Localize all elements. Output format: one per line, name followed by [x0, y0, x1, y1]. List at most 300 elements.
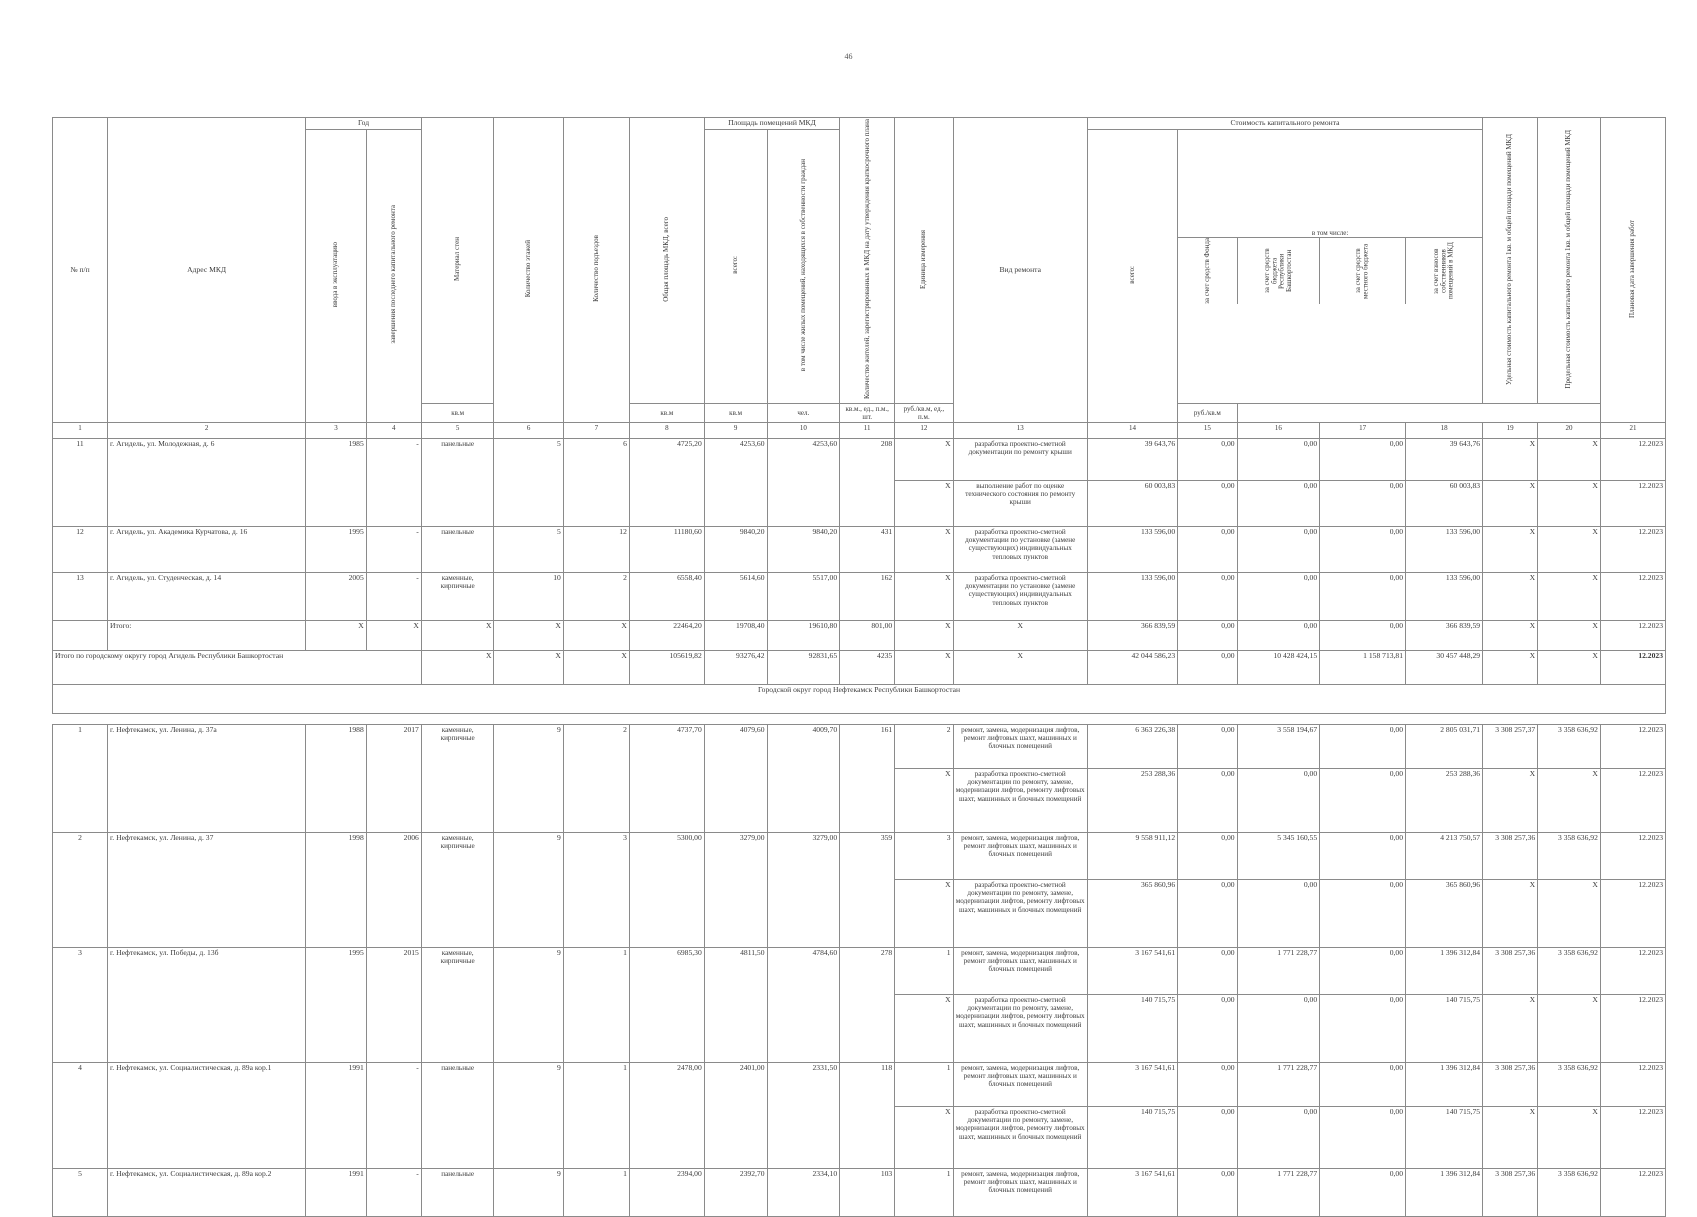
col-local-header: за счет средств местного бюджета: [1320, 238, 1406, 304]
table-cell: 1 771 228,77: [1237, 1168, 1320, 1216]
unit-cell: чел.: [767, 403, 840, 422]
table-row: [53, 1062, 1666, 1106]
table-cell: панельные: [421, 526, 494, 572]
table-cell: 1998: [306, 832, 367, 947]
total-cell: 12.2023: [1600, 620, 1665, 650]
table-cell: 3: [895, 832, 953, 879]
total-cell: X: [563, 620, 629, 650]
table-cell: X: [1538, 438, 1601, 480]
table-cell: каменные, кирпичные: [421, 724, 494, 832]
table-cell: X: [1538, 994, 1601, 1062]
table-cell: 0,00: [1178, 526, 1237, 572]
table-cell: X: [1483, 879, 1538, 947]
col-republic-header: за счет средств бюджета Республики Башкортостан: [1238, 238, 1320, 304]
total-cell: 1 158 713,81: [1320, 650, 1406, 684]
table-cell: панельные: [421, 438, 494, 526]
table-cell: 1995: [306, 526, 367, 572]
table-cell: 3 358 636,92: [1538, 947, 1601, 994]
table-cell: 1 771 228,77: [1237, 1062, 1320, 1106]
table-cell: г. Агидель, ул. Молодежная, д. 6: [108, 438, 306, 526]
total-cell: 366 839,59: [1406, 620, 1483, 650]
table-cell: 2 805 031,71: [1406, 724, 1483, 768]
table-cell: 0,00: [1320, 438, 1406, 480]
total-cell: 0,00: [1178, 650, 1237, 684]
table-cell: 208: [840, 438, 895, 526]
table-cell: 1: [563, 947, 629, 1062]
table-cell: 1: [563, 1062, 629, 1168]
table-cell: г. Нефтекамск, ул. Социалистическая, д. 89а кор.1: [108, 1062, 306, 1168]
table-cell: 4 213 750,57: [1406, 832, 1483, 879]
table-cell: X: [1538, 768, 1601, 832]
col-cost-header: Стоимость капитального ремонта: [1087, 118, 1482, 130]
col-year-header: Год: [306, 118, 422, 130]
table-cell: 1991: [306, 1062, 367, 1168]
table-cell: 5: [53, 1168, 108, 1216]
table-cell: 39 643,76: [1087, 438, 1177, 480]
table-cell: 6985,30: [629, 947, 704, 1062]
total-cell: 22464,20: [629, 620, 704, 650]
table-cell: X: [1483, 526, 1538, 572]
table-cell: 3 308 257,36: [1483, 1062, 1538, 1106]
table-cell: каменные, кирпичные: [421, 947, 494, 1062]
table-cell: 4784,60: [767, 947, 840, 1062]
table-header: [53, 118, 1666, 439]
total-cell: X: [1538, 620, 1601, 650]
table-cell: 0,00: [1237, 438, 1320, 480]
table-cell: 60 003,83: [1406, 480, 1483, 526]
table-cell: 2: [895, 724, 953, 768]
table-cell: 1 396 312,84: [1406, 947, 1483, 994]
table-cell: 1: [895, 947, 953, 994]
table-cell: 0,00: [1178, 947, 1237, 994]
table-cell: 0,00: [1237, 526, 1320, 572]
district-total-label: Итого по городскому округу город Агидель Республики Башкортостан: [53, 650, 422, 684]
table-cell: 0,00: [1320, 879, 1406, 947]
table-cell: 4725,20: [629, 438, 704, 526]
table-cell: X: [895, 994, 953, 1062]
table-cell: 3 308 257,37: [1483, 724, 1538, 768]
table-cell: 1995: [306, 947, 367, 1062]
table-cell: -: [366, 526, 421, 572]
table-cell: 0,00: [1320, 1062, 1406, 1106]
table-cell: 0,00: [1320, 947, 1406, 994]
table-cell: 140 715,75: [1087, 994, 1177, 1062]
table-cell: 5 345 160,55: [1237, 832, 1320, 879]
table-cell: 431: [840, 526, 895, 572]
total-cell: X: [421, 620, 494, 650]
col-year-repair-header: завершения последнего капитального ремонта: [366, 130, 421, 423]
table-cell: X: [1483, 572, 1538, 620]
col-cost-total-header: всего:: [1087, 130, 1177, 423]
table-cell: выполнение работ по оценке технического состояния по ремонту крыши: [953, 480, 1087, 526]
table-row: [53, 832, 1666, 879]
table-cell: 12.2023: [1600, 947, 1665, 994]
table-cell: 278: [840, 947, 895, 1062]
table-cell: 12.2023: [1600, 572, 1665, 620]
table-cell: 12.2023: [1600, 724, 1665, 768]
table-cell: 0,00: [1320, 724, 1406, 768]
col-number: 2: [108, 422, 306, 438]
table-cell: 5: [494, 526, 563, 572]
table-cell: 13: [53, 572, 108, 620]
table-cell: 0,00: [1178, 572, 1237, 620]
table-cell: -: [366, 438, 421, 526]
total-cell: 30 457 448,29: [1406, 650, 1483, 684]
table-cell: 5517,00: [767, 572, 840, 620]
col-floors-header: Количество этажей: [494, 118, 563, 423]
section-title: Городской округ город Нефтекамск Республики Башкортостан: [53, 684, 1666, 713]
total-cell: X: [953, 620, 1087, 650]
table-cell: 10: [494, 572, 563, 620]
col-premises-total-header: всего:: [704, 130, 767, 404]
table-cell: 6558,40: [629, 572, 704, 620]
table-cell: 4737,70: [629, 724, 704, 832]
total-label: Итого:: [108, 620, 306, 650]
table-cell: 4811,50: [704, 947, 767, 1062]
table-row: [53, 572, 1666, 620]
table-cell: 1988: [306, 724, 367, 832]
table-cell: 2: [563, 572, 629, 620]
table-cell: 118: [840, 1062, 895, 1168]
table-cell: 2005: [306, 572, 367, 620]
total-cell: 19708,40: [704, 620, 767, 650]
table-cell: 3279,00: [704, 832, 767, 947]
table-cell: 12: [563, 526, 629, 572]
unit-cell: руб./кв.м, ед., п.м.: [895, 403, 953, 422]
table-cell: X: [1538, 480, 1601, 526]
total-row: [53, 620, 1666, 650]
table-cell: X: [1483, 480, 1538, 526]
table-cell: 140 715,75: [1406, 994, 1483, 1062]
table-row: [53, 438, 1666, 480]
col-number: 4: [366, 422, 421, 438]
table-cell: 133 596,00: [1406, 526, 1483, 572]
table-cell: 0,00: [1178, 438, 1237, 480]
col-owners-header: за счет взносов собственников помещений в МКД: [1432, 242, 1455, 300]
table-cell: 3 358 636,92: [1538, 724, 1601, 768]
section-row: [53, 684, 1666, 713]
table-cell: г. Агидель, ул. Академика Курчатова, д. 16: [108, 526, 306, 572]
col-number: 16: [1237, 422, 1320, 438]
table-cell: 2015: [366, 947, 421, 1062]
total-cell: 10 428 424,15: [1237, 650, 1320, 684]
table-cell: ремонт, замена, модернизация лифтов, ремонт лифтовых шахт, машинных и блочных помещений: [953, 724, 1087, 768]
col-premises-owned-header: в том числе жилых помещений, находящихся в собственности граждан: [767, 130, 840, 404]
table-cell: 365 860,96: [1087, 879, 1177, 947]
col-number: 8: [629, 422, 704, 438]
table-cell: 3 167 541,61: [1087, 947, 1177, 994]
table-cell: 12.2023: [1600, 1168, 1665, 1216]
col-number: 15: [1178, 422, 1237, 438]
table-cell: 3279,00: [767, 832, 840, 947]
col-address-header: Адрес МКД: [108, 118, 306, 423]
table-cell: 2006: [366, 832, 421, 947]
table-cell: 0,00: [1320, 1168, 1406, 1216]
total-cell: X: [895, 650, 953, 684]
col-number: 19: [1483, 422, 1538, 438]
table-cell: 12.2023: [1600, 879, 1665, 947]
table-cell: 2392,70: [704, 1168, 767, 1216]
table-cell: 2478,00: [629, 1062, 704, 1168]
table-cell: 39 643,76: [1406, 438, 1483, 480]
table-cell: X: [1483, 768, 1538, 832]
table-cell: 1: [563, 1168, 629, 1216]
unit-cell: кв.м: [704, 403, 767, 422]
table-cell: ремонт, замена, модернизация лифтов, ремонт лифтовых шахт, машинных и блочных помещений: [953, 947, 1087, 994]
total-cell: X: [1483, 620, 1538, 650]
total-cell: 0,00: [1320, 620, 1406, 650]
table-cell: 0,00: [1178, 994, 1237, 1062]
table-cell: панельные: [421, 1062, 494, 1168]
table-cell: X: [895, 768, 953, 832]
table-cell: 0,00: [1178, 1106, 1237, 1168]
col-number: 17: [1320, 422, 1406, 438]
table-cell: каменные, кирпичные: [421, 572, 494, 620]
table-cell: X: [895, 1106, 953, 1168]
unit-cell: кв.м: [629, 403, 704, 422]
table-cell: 3: [563, 832, 629, 947]
col-total-area-header: Общая площадь МКД, всего: [629, 118, 704, 404]
col-unit-cost-header: Удельная стоимость капитального ремонта 1кв. м общей площади помещений МКД: [1483, 118, 1538, 404]
total-cell: 92831,65: [767, 650, 840, 684]
table-cell: 0,00: [1320, 1106, 1406, 1168]
table-cell: разработка проектно-сметной документации по ремонту, замене, модернизации лифтов, ремонту лифтовых шахт, машинных и блочных помещений: [953, 768, 1087, 832]
col-number: 21: [1600, 422, 1665, 438]
table-cell: 359: [840, 832, 895, 947]
table-cell: X: [1538, 1106, 1601, 1168]
table-cell: X: [1483, 1106, 1538, 1168]
table-cell: 11180,60: [629, 526, 704, 572]
table-cell: 103: [840, 1168, 895, 1216]
table-cell: 0,00: [1320, 832, 1406, 879]
table-cell: 2331,50: [767, 1062, 840, 1168]
total-cell: 801,00: [840, 620, 895, 650]
table-cell: 5300,00: [629, 832, 704, 947]
table-cell: 0,00: [1178, 879, 1237, 947]
total-cell: X: [306, 620, 367, 650]
table-cell: 0,00: [1237, 1106, 1320, 1168]
total-cell: X: [563, 650, 629, 684]
table-cell: 1 771 228,77: [1237, 947, 1320, 994]
table-cell: 0,00: [1178, 832, 1237, 879]
table-cell: 365 860,96: [1406, 879, 1483, 947]
col-wall-header: Материал стен: [421, 118, 494, 404]
table-cell: 12.2023: [1600, 526, 1665, 572]
col-number: 12: [895, 422, 953, 438]
table-cell: 9 558 911,12: [1087, 832, 1177, 879]
col-entrances-header: Количество подъездов: [563, 118, 629, 423]
table-cell: 0,00: [1237, 879, 1320, 947]
repair-plan-table: [52, 117, 1666, 1217]
table-cell: 3 308 257,36: [1483, 947, 1538, 994]
page-number: 46: [844, 52, 853, 61]
total-cell: 12.2023: [1600, 650, 1665, 684]
table-cell: 12: [53, 526, 108, 572]
table-cell: 253 288,36: [1406, 768, 1483, 832]
table-cell: 9: [494, 1168, 563, 1216]
table-cell: 9: [494, 832, 563, 947]
table-cell: 5614,60: [704, 572, 767, 620]
table-cell: 0,00: [1178, 768, 1237, 832]
table-cell: 6: [563, 438, 629, 526]
table-cell: 5: [494, 438, 563, 526]
col-work-type-header: Вид ремонта: [953, 118, 1087, 423]
table-cell: 3: [53, 947, 108, 1062]
table-cell: г. Агидель, ул. Студенческая, д. 14: [108, 572, 306, 620]
table-cell: г. Нефтекамск, ул. Ленина, д. 37а: [108, 724, 306, 832]
col-number: 5: [421, 422, 494, 438]
total-cell: 105619,82: [629, 650, 704, 684]
table-cell: 0,00: [1320, 480, 1406, 526]
table-cell: 1: [895, 1168, 953, 1216]
table-cell: 0,00: [1178, 1168, 1237, 1216]
table-body-neftekamsk: [53, 724, 1666, 1216]
table-cell: ремонт, замена, модернизация лифтов, ремонт лифтовых шахт, машинных и блочных помещений: [953, 1168, 1087, 1216]
table-cell: 9: [494, 947, 563, 1062]
total-cell: X: [1483, 650, 1538, 684]
table-cell: разработка проектно-сметной документации по ремонту крыши: [953, 438, 1087, 480]
table-cell: 11: [53, 438, 108, 526]
unit-cell: кв.м., ед., п.м., шт.: [840, 403, 895, 422]
col-premises-header: Площадь помещений МКД: [704, 118, 839, 130]
table-cell: X: [895, 438, 953, 480]
total-cell: 0,00: [1237, 620, 1320, 650]
table-cell: 4: [53, 1062, 108, 1168]
table-cell: -: [366, 1062, 421, 1168]
table-cell: 162: [840, 572, 895, 620]
table-cell: 0,00: [1237, 768, 1320, 832]
table-row: [53, 526, 1666, 572]
col-incl-header: в том числе:: [1178, 229, 1482, 238]
table-cell: 4009,70: [767, 724, 840, 832]
table-cell: 12.2023: [1600, 832, 1665, 879]
col-unit-header: Единица измерения: [895, 118, 953, 404]
table-cell: 6 363 226,38: [1087, 724, 1177, 768]
table-cell: 3 558 194,67: [1237, 724, 1320, 768]
table-cell: 1: [895, 1062, 953, 1106]
total-cell: X: [494, 650, 563, 684]
table-cell: 3 358 636,92: [1538, 832, 1601, 879]
table-body-agidel: [53, 438, 1666, 620]
table-cell: 9840,20: [704, 526, 767, 572]
table-row: [53, 1168, 1666, 1216]
table-row: [53, 724, 1666, 768]
table-cell: 1 396 312,84: [1406, 1168, 1483, 1216]
col-number: 14: [1087, 422, 1177, 438]
total-cell: X: [1538, 650, 1601, 684]
total-cell: X: [366, 620, 421, 650]
total-cell: X: [895, 620, 953, 650]
col-max-cost-header: Предельная стоимость капитального ремонта 1кв. м общей площади помещений МКД: [1538, 118, 1601, 404]
table-cell: 4079,60: [704, 724, 767, 832]
table-cell: 3 167 541,61: [1087, 1168, 1177, 1216]
table-cell: панельные: [421, 1168, 494, 1216]
table-cell: 4253,60: [704, 438, 767, 526]
table-cell: 0,00: [1237, 480, 1320, 526]
table-cell: разработка проектно-сметной документации по установке (замене существующих) индивидуальных тепловых пунктов: [953, 526, 1087, 572]
table-cell: каменные, кирпичные: [421, 832, 494, 947]
total-cell: 0,00: [1178, 620, 1237, 650]
table-cell: г. Нефтекамск, ул. Ленина, д. 37: [108, 832, 306, 947]
total-cell: X: [421, 650, 494, 684]
col-number: 7: [563, 422, 629, 438]
table-cell: разработка проектно-сметной документации по ремонту, замене, модернизации лифтов, ремонту лифтовых шахт, машинных и блочных помещений: [953, 879, 1087, 947]
table-cell: разработка проектно-сметной документации по установке (замене существующих) индивидуальных тепловых пунктов: [953, 572, 1087, 620]
total-cell: X: [494, 620, 563, 650]
table-cell: 3 308 257,36: [1483, 1168, 1538, 1216]
table-cell: г. Нефтекамск, ул. Победы, д. 13б: [108, 947, 306, 1062]
table-cell: 1: [53, 724, 108, 832]
table-cell: 133 596,00: [1087, 526, 1177, 572]
table-cell: 12.2023: [1600, 994, 1665, 1062]
table-cell: -: [366, 572, 421, 620]
table-cell: 3 167 541,61: [1087, 1062, 1177, 1106]
table-cell: 9: [494, 1062, 563, 1168]
table-cell: 3 358 636,92: [1538, 1062, 1601, 1106]
table-body-totals: [53, 620, 1666, 724]
total-cell: 42 044 586,23: [1087, 650, 1177, 684]
table-cell: 0,00: [1237, 994, 1320, 1062]
table-cell: 9: [494, 724, 563, 832]
table-cell: 2: [53, 832, 108, 947]
table-cell: X: [895, 572, 953, 620]
table-cell: 0,00: [1178, 724, 1237, 768]
table-cell: ремонт, замена, модернизация лифтов, ремонт лифтовых шахт, машинных и блочных помещений: [953, 1062, 1087, 1106]
total-cell: 4235: [840, 650, 895, 684]
unit-cell: кв.м: [421, 403, 494, 422]
table-cell: 9840,20: [767, 526, 840, 572]
table-cell: 12.2023: [1600, 1106, 1665, 1168]
table-cell: 0,00: [1320, 526, 1406, 572]
table-cell: 60 003,83: [1087, 480, 1177, 526]
table-cell: 133 596,00: [1406, 572, 1483, 620]
col-plan-date-header: Плановая дата завершения работ: [1600, 118, 1665, 423]
table-cell: X: [1538, 879, 1601, 947]
table-cell: 1991: [306, 1168, 367, 1216]
col-number: 9: [704, 422, 767, 438]
table-cell: X: [1538, 526, 1601, 572]
table-cell: 0,00: [1320, 572, 1406, 620]
table-cell: 4253,60: [767, 438, 840, 526]
table-cell: 0,00: [1320, 994, 1406, 1062]
col-residents-header: Количество жителей, зарегистрированных в МКД на дату утверждения краткосрочного плана: [840, 118, 895, 404]
table-cell: разработка проектно-сметной документации по ремонту, замене, модернизации лифтов, ремонту лифтовых шахт, машинных и блочных помещений: [953, 1106, 1087, 1168]
district-total-row: [53, 650, 1666, 684]
table-cell: 12.2023: [1600, 480, 1665, 526]
table-cell: 253 288,36: [1087, 768, 1177, 832]
table-cell: 12.2023: [1600, 1062, 1665, 1106]
table-cell: 2394,00: [629, 1168, 704, 1216]
table-cell: 0,00: [1178, 480, 1237, 526]
table-cell: ремонт, замена, модернизация лифтов, ремонт лифтовых шахт, машинных и блочных помещений: [953, 832, 1087, 879]
table-cell: 1 396 312,84: [1406, 1062, 1483, 1106]
col-number: 3: [306, 422, 367, 438]
table-cell: -: [366, 1168, 421, 1216]
table-cell: 3 308 257,36: [1483, 832, 1538, 879]
table-row: [53, 947, 1666, 994]
table-cell: 2: [563, 724, 629, 832]
col-number: 11: [840, 422, 895, 438]
table-cell: 140 715,75: [1087, 1106, 1177, 1168]
table-cell: 2334,10: [767, 1168, 840, 1216]
table-cell: 0,00: [1178, 1062, 1237, 1106]
table-cell: 140 715,75: [1406, 1106, 1483, 1168]
column-number-row: [53, 422, 1666, 438]
col-year-built-header: ввода в эксплуатацию: [306, 130, 367, 423]
table-cell: X: [1483, 994, 1538, 1062]
table-cell: X: [1483, 438, 1538, 480]
col-number: 6: [494, 422, 563, 438]
